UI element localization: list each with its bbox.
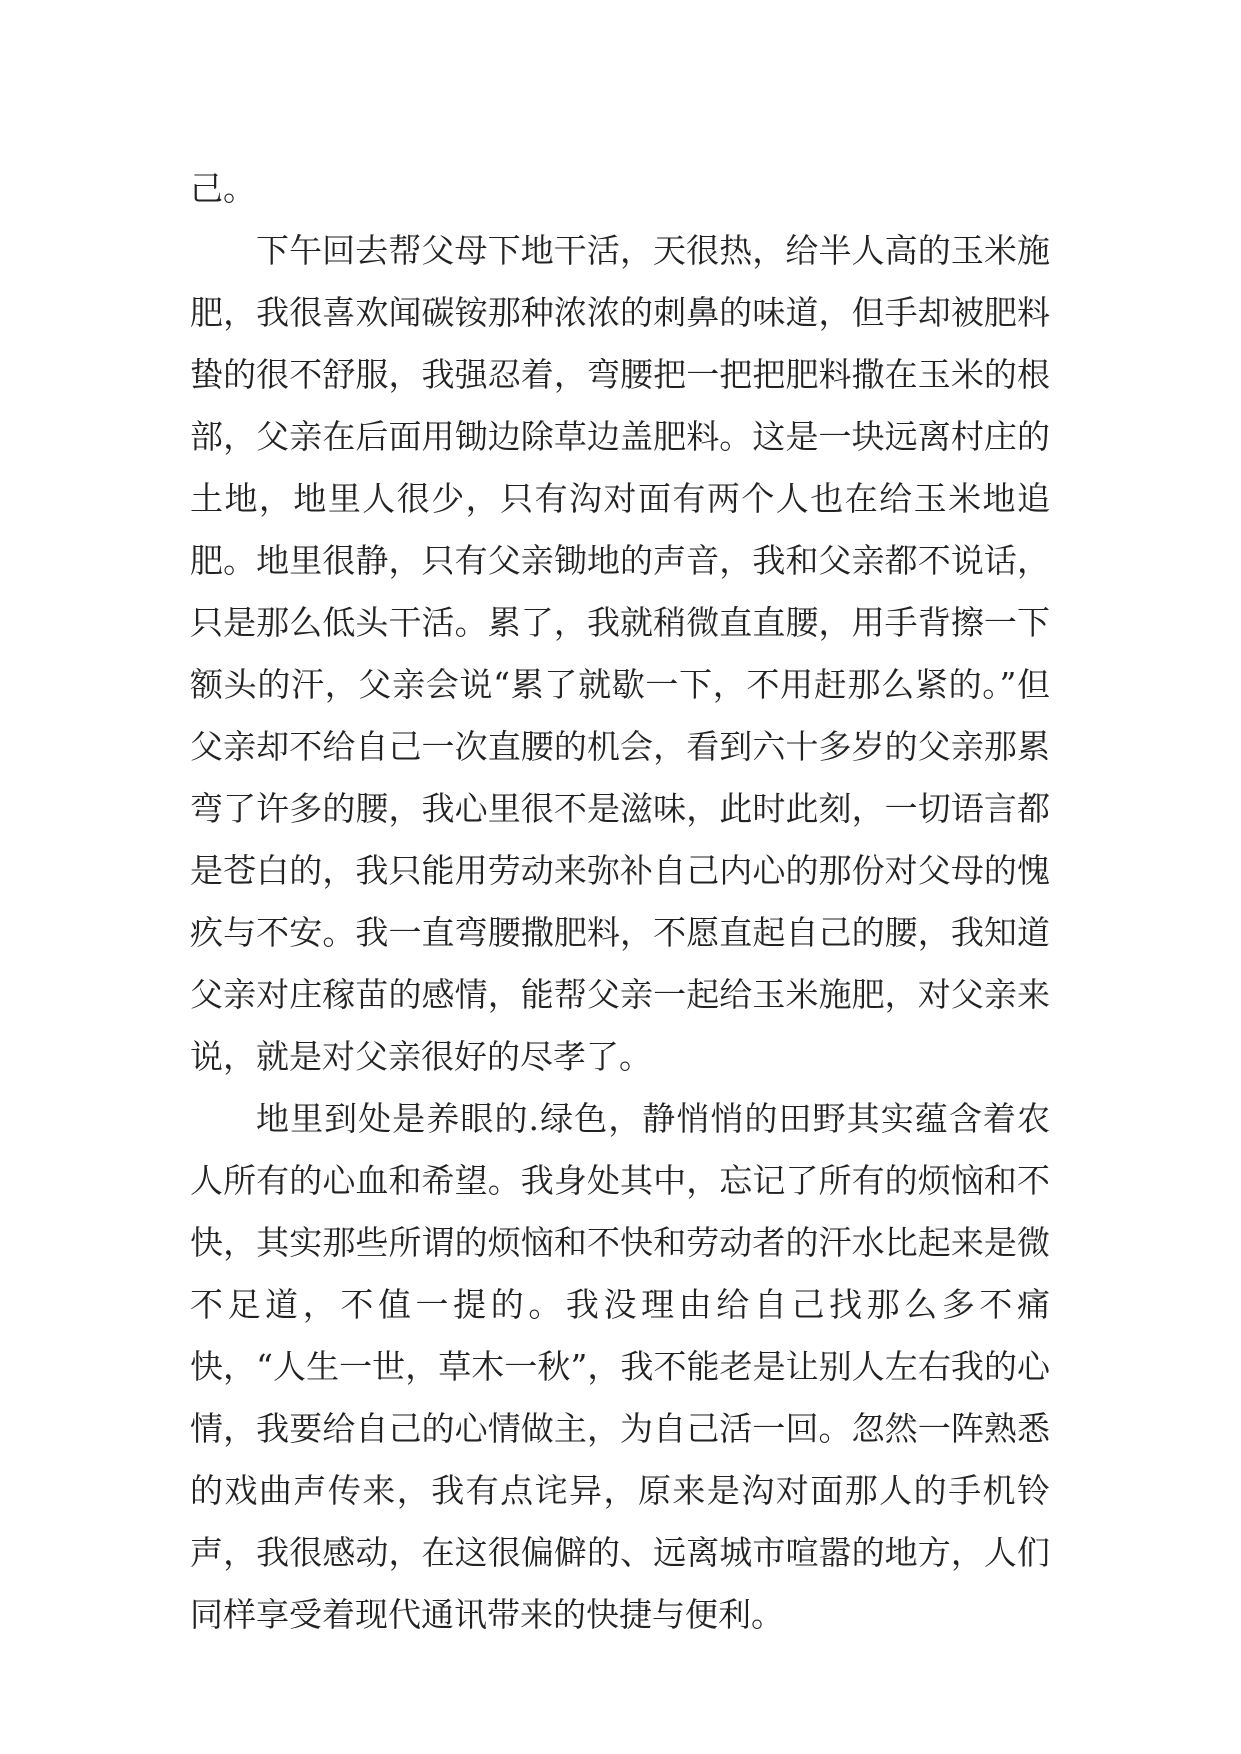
document-body — [190, 158, 1050, 1646]
paragraph-green-fields: 地里到处是养眼的.绿色，静悄悄的田野其实蕴含着农人所有的心血和希望。我身处其中，忘记了所有的烦恼和不快，其实那些所谓的烦恼和不快和劳动者的汗水比起来是微不足道，不值一提的。我没理由给自己找那么多不痛快，“人生一世，草木一秋”，我不能老是让别人左右我的心情，我要给自己的心情做主，为自己活一回。忽然一阵熟悉的戏曲声传来，我有点诧异，原来是沟对面那人的手机铃声，我很感动，在这很偏僻的、远离城市喧嚣的地方，人们同样享受着现代通讯带来的快捷与便利。 — [190, 1099, 1050, 1634]
paragraph-fertilizing: 下午回去帮父母下地干活，天很热，给半人高的玉米施肥，我很喜欢闻碳铵那种浓浓的刺鼻的味道，但手却被肥料蛰的很不舒服，我强忍着，弯腰把一把把肥料撒在玉米的根部，父亲在后面用锄边除草边盖肥料。这是一块远离村庄的土地，地里人很少，只有沟对面有两个人也在给玉米地追肥。地里很静，只有父亲锄地的声音，我和父亲都不说话，只是那么低头干活。累了，我就稍微直直腰，用手背擦一下额头的汗，父亲会说“累了就歇一下，不用赶那么紧的。”但父亲却不给自己一次直腰的机会，看到六十多岁的父亲那累弯了许多的腰，我心里很不是滋味，此时此刻，一切语言都是苍白的，我只能用劳动来弥补自己内心的那份对父母的愧疚与不安。我一直弯腰撒肥料，不愿直起自己的腰，我知道父亲对庄稼苗的感情，能帮父亲一起给玉米施肥，对父亲来说，就是对父亲很好的尽孝了。 — [190, 231, 1050, 1076]
paragraph-continuation: 己。 — [190, 169, 256, 208]
